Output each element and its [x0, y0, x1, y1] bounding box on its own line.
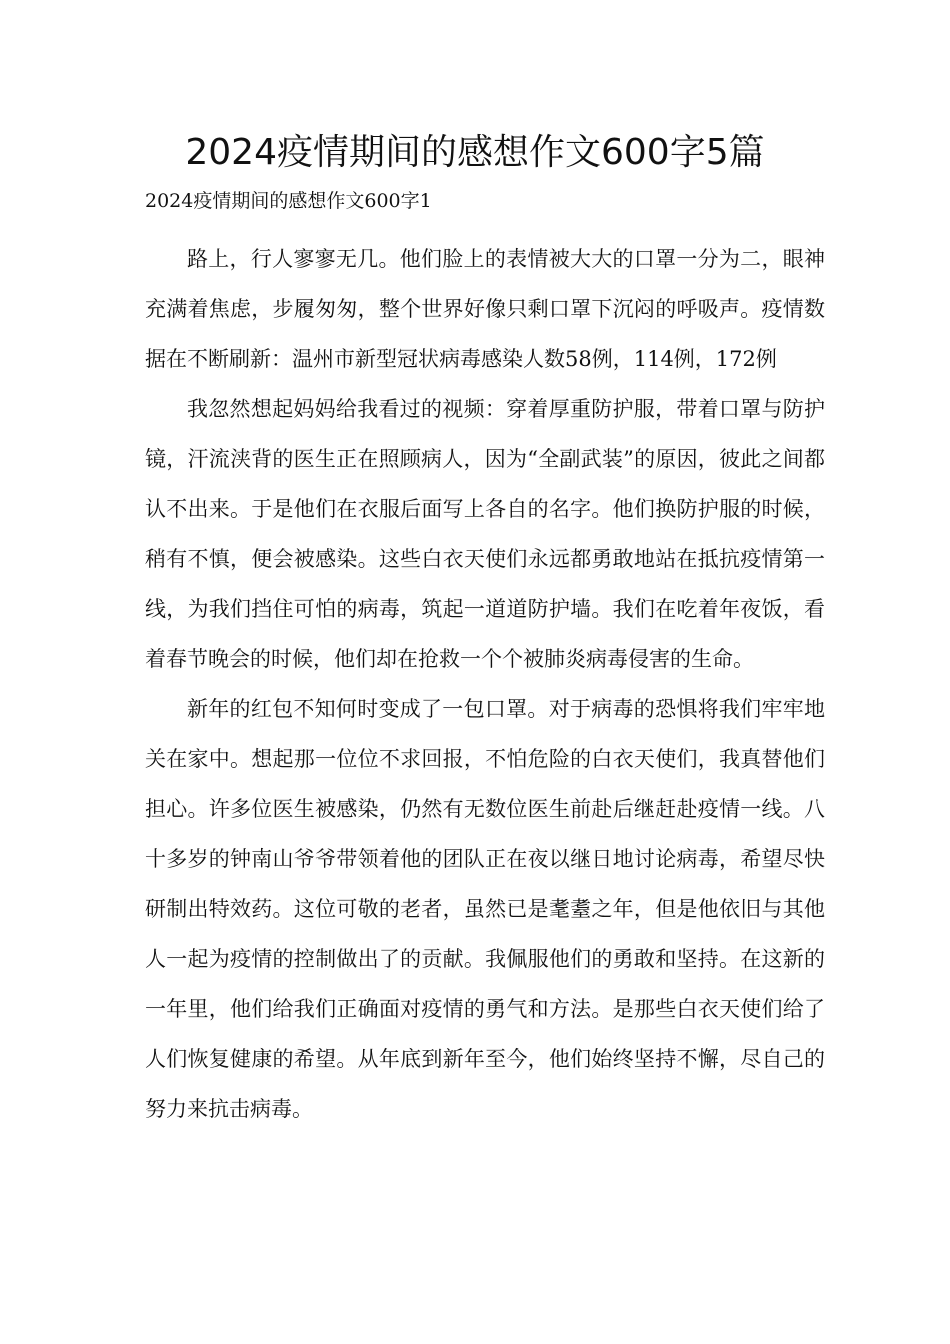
paragraph: 路上，行人寥寥无几。他们脸上的表情被大大的口罩一分为二，眼神充满着焦虑，步履匆匆，整个世界好像只剩口罩下沉闷的呼吸声。疫情数据在不断刷新：温州市新型冠状病毒感染人数58例，114例，172例 [145, 247, 825, 371]
essay-heading: 2024疫情期间的感想作文600字1 [145, 190, 432, 212]
essay-body [145, 234, 825, 1134]
paragraph: 我忽然想起妈妈给我看过的视频：穿着厚重防护服，带着口罩与防护镜，汗流浃背的医生正在照顾病人，因为“全副武装”的原因，彼此之间都认不出来。于是他们在衣服后面写上各自的名字。他们换防护服的时候，稍有不慎，便会被感染。这些白衣天使们永远都勇敢地站在抵抗疫情第一线，为我们挡住可怕的病毒，筑起一道道防护墙。我们在吃着年夜饭，看着春节晚会的时候，他们却在抢救一个个被肺炎病毒侵害的生命。 [145, 397, 825, 671]
paragraph: 新年的红包不知何时变成了一包口罩。对于病毒的恐惧将我们牢牢地关在家中。想起那一位位不求回报，不怕危险的白衣天使们，我真替他们担心。许多位医生被感染，仍然有无数位医生前赴后继赶赴疫情一线。八十多岁的钟南山爷爷带领着他的团队正在夜以继日地讨论病毒，希望尽快研制出特效药。这位可敬的老者，虽然已是耄耋之年，但是他依旧与其他人一起为疫情的控制做出了的贡献。我佩服他们的勇敢和坚持。在这新的一年里，他们给我们正确面对疫情的勇气和方法。是那些白衣天使们给了人们恢复健康的希望。从年底到新年至今，他们始终坚持不懈，尽自己的努力来抗击病毒。 [145, 697, 825, 1121]
document-title: 2024疫情期间的感想作文600字5篇 [185, 132, 765, 173]
